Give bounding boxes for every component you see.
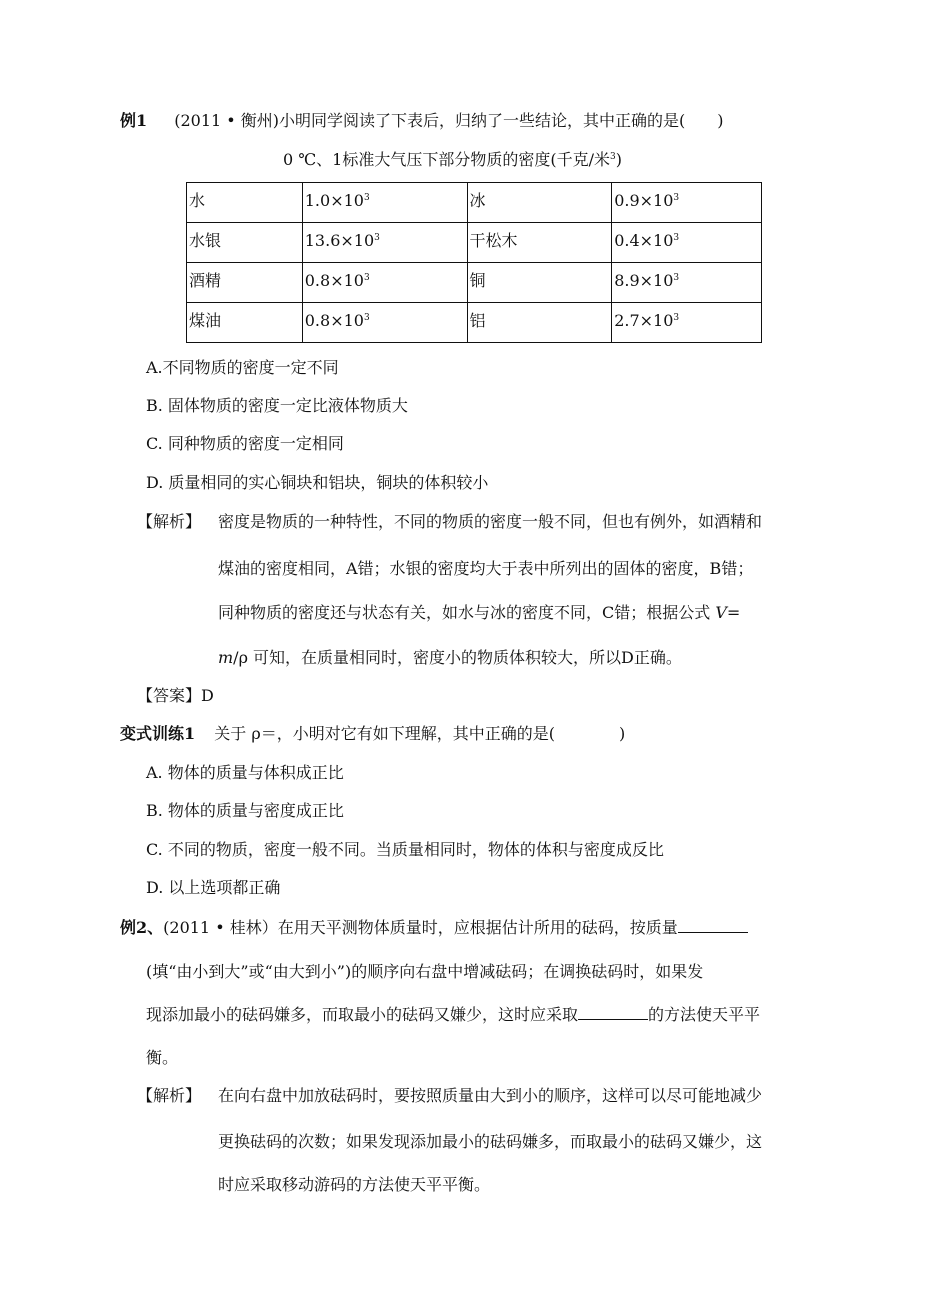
example-2-analysis-line-1: 在向右盘中加放砝码时，要按照质量由大到小的顺序，这样可以尽可能地减少	[218, 1086, 763, 1105]
table-row	[187, 263, 762, 303]
example-2-line-4: 衡。	[146, 1048, 179, 1067]
example-1-analysis-line-2: 煤油的密度相同，A错；水银的密度均大于表中所列出的固体的密度，B错；	[218, 559, 754, 578]
table-row	[187, 183, 762, 223]
example-1-analysis-line-3	[218, 603, 740, 623]
density-value-cell	[612, 303, 762, 343]
example-1-analysis-line-1: 密度是物质的一种特性，不同的物质的密度一般不同，但也有例外，如酒精和	[218, 512, 763, 531]
example-2-line-2: (填“由小到大”或“由大到小”)的顺序向右盘中增减砝码；在调换砝码时，如果发	[146, 962, 704, 981]
table-row	[187, 303, 762, 343]
substance-name-cell: 干松木	[467, 223, 612, 263]
example-1-label: 例1	[120, 111, 148, 130]
density-value: 13.6×10	[304, 231, 375, 250]
example-2-analysis-label: 【解析】	[137, 1086, 202, 1105]
blank-1	[678, 918, 748, 933]
density-value-cell	[302, 303, 467, 343]
example-1-option-b: B. 固体物质的密度一定比液体物质大	[146, 396, 408, 415]
blank-2	[578, 1005, 648, 1020]
substance-name-cell: 煤油	[187, 303, 303, 343]
table-caption-tail: )	[615, 150, 622, 169]
table-caption-text: 0 ℃、1标准大气压下部分物质的密度(千克/米	[283, 150, 610, 169]
variant-1-option-b: B. 物体的质量与密度成正比	[146, 801, 344, 820]
density-exponent: 3	[363, 313, 370, 323]
density-value-cell	[612, 183, 762, 223]
analysis-line-4-text: /ρ 可知，在质量相同时，密度小的物质体积较大，所以D正确。	[233, 648, 682, 667]
substance-name-cell: 铜	[467, 263, 612, 303]
formula-volume-var: V	[715, 603, 727, 622]
density-value: 0.9×10	[614, 191, 674, 210]
density-value: 0.8×10	[304, 271, 364, 290]
example-1-answer: 【答案】D	[137, 686, 214, 705]
density-exponent: 3	[673, 193, 680, 203]
example-1-option-a: A.不同物质的密度一定不同	[146, 358, 339, 377]
example-1-analysis-label: 【解析】	[137, 512, 202, 531]
substance-name-cell: 冰	[467, 183, 612, 223]
density-value: 8.9×10	[614, 271, 674, 290]
substance-name-cell: 铝	[467, 303, 612, 343]
density-value-cell	[302, 183, 467, 223]
variant-1-option-c: C. 不同的物质，密度一般不同。当质量相同时，物体的体积与密度成反比	[146, 840, 664, 859]
formula-mass-var: m	[218, 648, 234, 667]
example-2-line-3	[146, 1005, 760, 1025]
density-value-cell	[302, 263, 467, 303]
example-2-line-1	[120, 918, 748, 938]
example-2-line-3-a: 现添加最小的砝码嫌多，而取最小的砝码又嫌少，这时应采取	[146, 1005, 579, 1024]
variant-1-question: 关于 ρ＝，小明对它有如下理解，其中正确的是( )	[214, 724, 626, 743]
density-value: 2.7×10	[614, 311, 674, 330]
variant-1-label: 变式训练1	[120, 724, 196, 743]
density-value: 1.0×10	[304, 191, 364, 210]
analysis-line-3-text: 同种物质的密度还与状态有关，如水与冰的密度不同，C错；根据公式	[218, 603, 716, 622]
formula-equals: =	[726, 603, 741, 622]
example-1-question: (2011 • 衡州)小明同学阅读了下表后，归纳了一些结论，其中正确的是( )	[174, 111, 724, 130]
substance-name-cell: 水银	[187, 223, 303, 263]
variant-1-option-d: D. 以上选项都正确	[146, 878, 281, 897]
density-value-cell	[302, 223, 467, 263]
density-value: 0.4×10	[614, 231, 674, 250]
variant-1-heading	[120, 724, 625, 744]
example-1-option-d: D. 质量相同的实心铜块和铝块，铜块的体积较小	[146, 473, 489, 492]
table-row	[187, 223, 762, 263]
example-2-line-3-b: 的方法使天平平	[648, 1005, 761, 1024]
density-exponent: 3	[673, 313, 680, 323]
example-2-analysis-line-3: 时应采取移动游码的方法使天平平衡。	[218, 1175, 491, 1194]
density-value-cell	[612, 223, 762, 263]
example-2-question-line-1: (2011 • 桂林）在用天平测物体质量时，应根据估计所用的砝码，按质量	[163, 918, 678, 937]
density-exponent: 3	[673, 233, 680, 243]
example-2-analysis-line-2: 更换砝码的次数；如果发现添加最小的砝码嫌多，而取最小的砝码又嫌少，这	[218, 1132, 763, 1151]
substance-name-cell: 水	[187, 183, 303, 223]
example-1-heading	[120, 111, 724, 131]
example-1-option-c: C. 同种物质的密度一定相同	[146, 434, 344, 453]
substance-name-cell: 酒精	[187, 263, 303, 303]
density-exponent: 3	[673, 273, 680, 283]
example-1-analysis-line-4	[218, 648, 682, 668]
density-table	[186, 182, 762, 343]
density-exponent: 3	[363, 273, 370, 283]
density-value-cell	[612, 263, 762, 303]
density-exponent: 3	[374, 233, 380, 243]
example-2-label: 例2、	[120, 918, 164, 937]
density-exponent: 3	[363, 193, 370, 203]
variant-1-option-a: A. 物体的质量与体积成正比	[146, 763, 344, 782]
table-caption-exponent: 3	[609, 152, 616, 162]
density-value: 0.8×10	[304, 311, 364, 330]
table-caption	[283, 150, 622, 170]
